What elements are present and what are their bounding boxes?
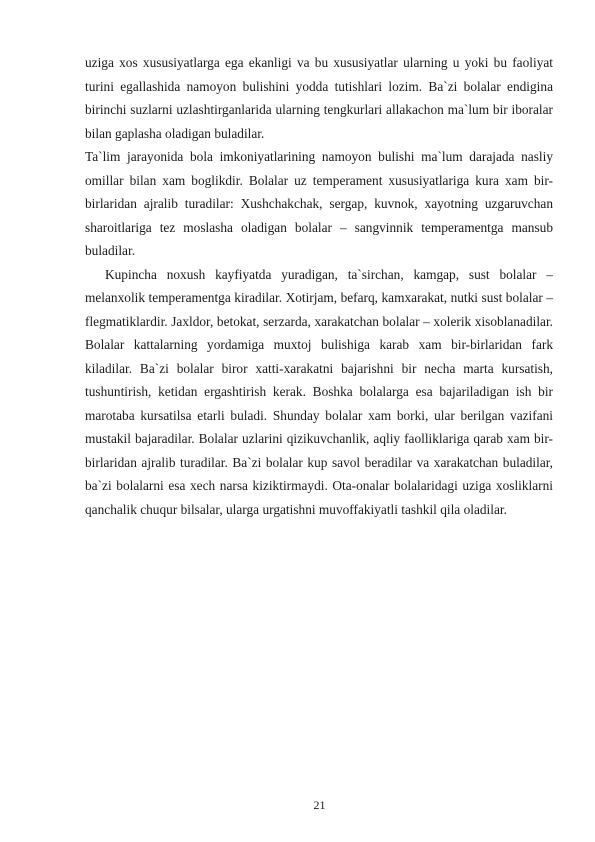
paragraph-3: Kupincha noxush kayfiyatda yuradigan, ta`sirchan, kamgap, sust bolalar – melanxolik temperamentga kiradilar. Xotirjam, befarq, kamxarakat, nutki sust bolalar – flegmatiklardir. Jaxldor, betokat, serzarda, xarakatchan bolalar – xolerik xisoblanadilar. Bolalar kattalarning yordamiga muxtoj bulishiga karab xam bir-birlaridan fark kiladilar. Ba`zi bolalar biror xatti-xarakatni bajarishni bir necha marta kursatish, tushuntirish, ketidan ergashtirish kerak. Boshka bolalarga esa bajariladigan ish bir marotaba kursatilsa etarli buladi. Shunday bolalar xam borki, ular berilgan vazifani mustakil bajaradilar. Bolalar uzlarini qizikuvchanlik, aqliy faolliklariga qarab xam bir-birlaridan ajralib turadilar. Ba`zi bolalar kup savol beradilar va xarakatchan buladilar, ba`zi bolalarni esa xech narsa kiziktirmaydi. Ota-onalar bolalaridagi uziga xosliklarni qanchalik chuqur bilsalar, ularga urgatishni muvoffakiyatli tashkil qila oladilar. <box>85 266 553 517</box>
page-number: 21 <box>313 798 326 812</box>
paragraph-1: uziga xos xususiyatlarga ega ekanligi va bu xususiyatlar ularning u yoki bu faoliyat turini egallashida namoyon bulishini yodda tutishlari lozim. Ba`zi bolalar endigina birinchi suzlarni uzlashtirganlarida ularning tengkurlari allakachon ma`lum bir iboralar bilan gaplasha oladigan buladilar. <box>85 55 553 141</box>
body-text <box>85 51 553 521</box>
paragraph-2: Ta`lim jarayonida bola imkoniyatlarining namoyon bulishi ma`lum darajada nasliy omillar bilan xam boglikdir. Bolalar uz temperament xususiyatlariga kura xam bir-birlaridan ajralib turadilar: Xushchakchak, sergap, kuvnok, xayotning uzgaruvchan sharoitlariga tez moslasha oladigan bolalar – sangvinnik temperamentga mansub buladilar. <box>85 149 553 258</box>
